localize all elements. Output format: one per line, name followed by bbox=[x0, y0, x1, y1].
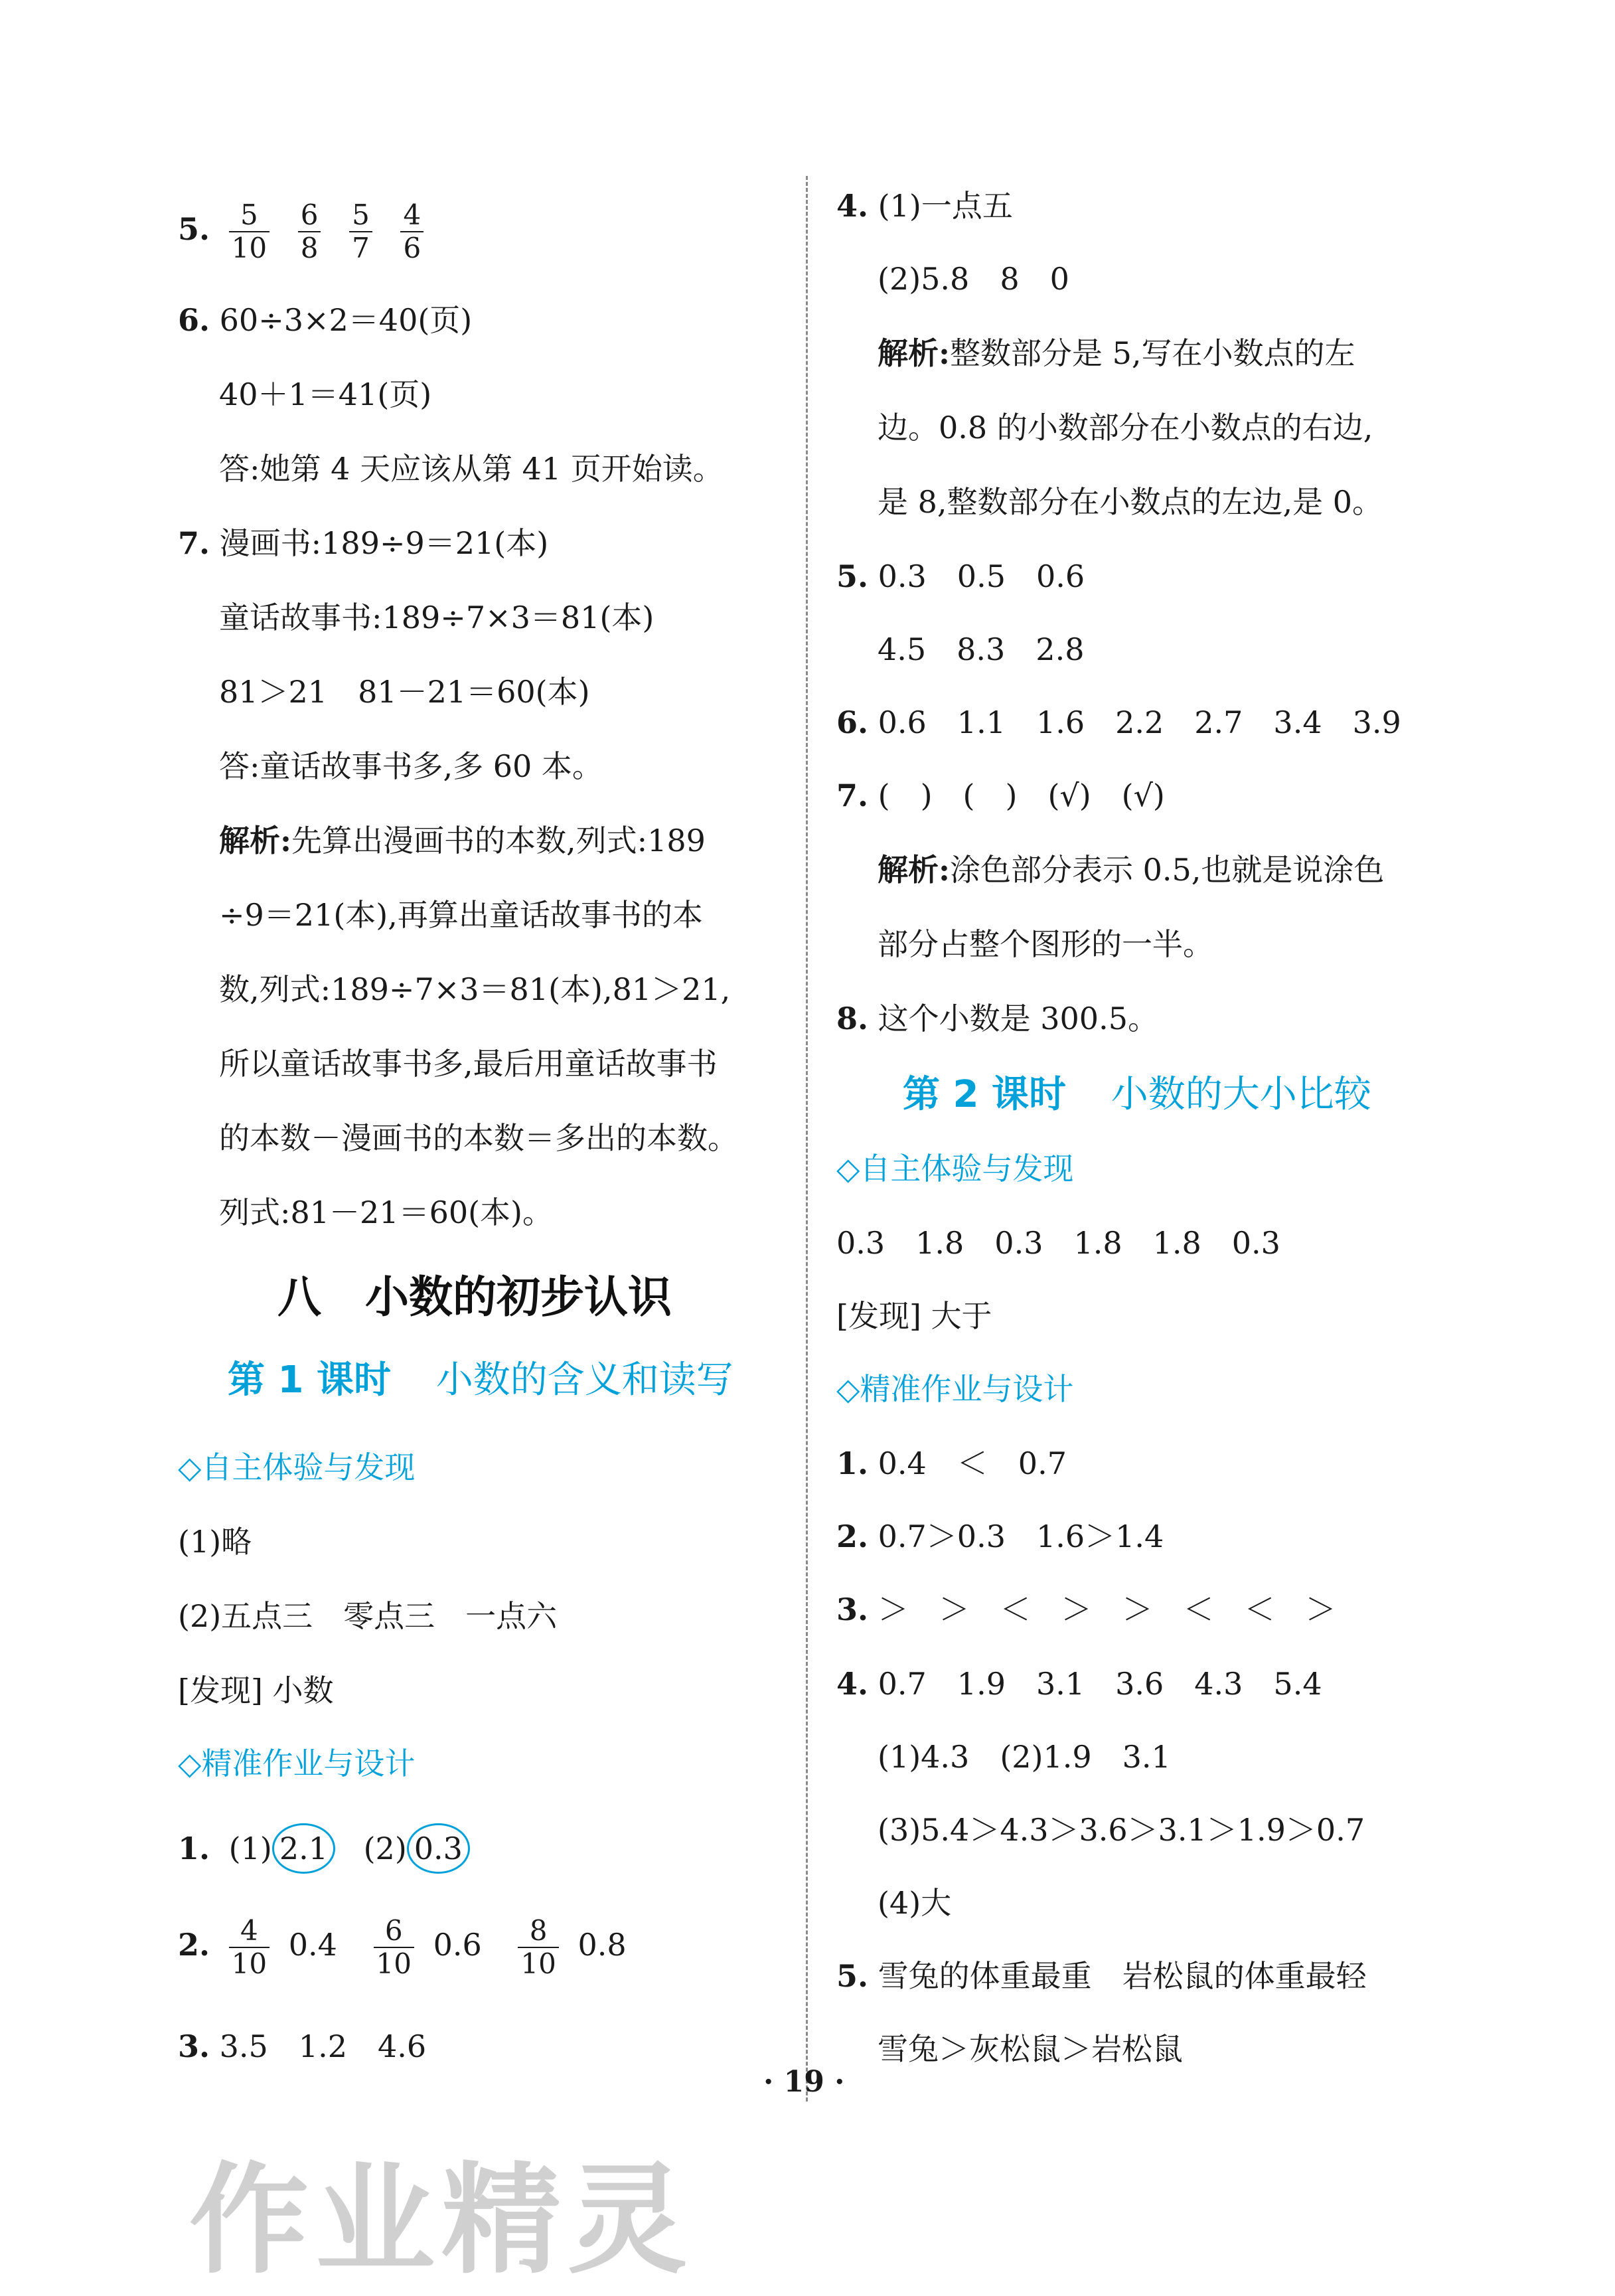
fraction bbox=[349, 199, 372, 264]
answer-6-line-3: 答:她第 4 天应该从第 41 页开始读。 bbox=[219, 451, 724, 487]
explanation-line-1 bbox=[878, 333, 1355, 373]
explanation-line-6: 列式:81－21＝60(本)。 bbox=[219, 1194, 553, 1230]
answer-7-line-3: 81＞21 81－21＝60(本) bbox=[219, 674, 590, 710]
question-number: 5. bbox=[836, 558, 869, 594]
answer-text: 0.3 0.5 0.6 bbox=[878, 558, 1085, 594]
answer-4-line-2: (2)5.8 8 0 bbox=[878, 261, 1069, 297]
denominator: 10 bbox=[520, 1947, 556, 1980]
question-number: 5. bbox=[836, 1958, 869, 1994]
explanation-label: 解析: bbox=[219, 823, 291, 859]
decimal-value: 0.4 bbox=[288, 1927, 337, 1963]
explanation-label: 解析: bbox=[878, 852, 950, 888]
explanation-text: 整数部分是 5,写在小数点的左 bbox=[949, 335, 1355, 371]
answer-4-line-1 bbox=[836, 186, 1013, 226]
section-heading: ◇精准作业与设计 bbox=[178, 1746, 416, 1781]
answer-text: 0.7 1.9 3.1 3.6 4.3 5.4 bbox=[878, 1666, 1322, 1702]
page-number: · 19 · bbox=[763, 2065, 845, 2099]
circled-answer: 0.3 bbox=[407, 1823, 470, 1874]
answer-text: 这个小数是 300.5。 bbox=[878, 1001, 1158, 1036]
denominator: 6 bbox=[403, 232, 422, 264]
answer-4-line-2: (1)4.3 (2)1.9 3.1 bbox=[878, 1739, 1171, 1775]
lesson-name: 小数的含义和读写 bbox=[435, 1358, 733, 1402]
numerator: 5 bbox=[229, 199, 269, 232]
explanation-line-2: ÷9＝21(本),再算出童话故事书的本 bbox=[219, 897, 703, 933]
watermark: 作业精灵 bbox=[189, 2151, 694, 2290]
answer-text: 漫画书:189÷9＝21(本) bbox=[219, 525, 549, 561]
numerator: 5 bbox=[349, 199, 372, 232]
explanation-text: 涂色部分表示 0.5,也就是说涂色 bbox=[949, 852, 1385, 888]
fraction bbox=[229, 199, 269, 264]
answer-3 bbox=[836, 1590, 1336, 1629]
explanation-line-2: 部分占整个图形的一半。 bbox=[878, 926, 1213, 962]
explanation-label: 解析: bbox=[878, 335, 950, 371]
numerator: 6 bbox=[298, 199, 321, 232]
section-heading: ◇自主体验与发现 bbox=[836, 1151, 1074, 1187]
answer-5-line-2: 4.5 8.3 2.8 bbox=[878, 631, 1085, 667]
answer-5-line-1 bbox=[836, 1956, 1367, 1996]
question-number: 4. bbox=[836, 188, 869, 224]
question-number: 2. bbox=[178, 1927, 210, 1963]
section-heading: ◇自主体验与发现 bbox=[178, 1449, 416, 1485]
answer-7-line-2: 童话故事书:189÷7×3＝81(本) bbox=[219, 600, 654, 635]
answer-4-line-3: (3)5.4＞4.3＞3.6＞3.1＞1.9＞0.7 bbox=[878, 1812, 1365, 1848]
denominator: 10 bbox=[231, 1947, 268, 1980]
answer-text: ＞ ＞ ＜ ＞ ＞ ＜ ＜ ＞ bbox=[878, 1592, 1336, 1627]
lesson-title bbox=[228, 1357, 733, 1404]
column-divider bbox=[806, 176, 808, 2101]
fraction bbox=[229, 1915, 269, 1980]
answer-text: 60÷3×2＝40(页) bbox=[219, 302, 473, 338]
answer-1 bbox=[178, 1823, 470, 1874]
answer-text: 0.7＞0.3 1.6＞1.4 bbox=[878, 1518, 1164, 1554]
answer-text: 0.4 ＜ 0.7 bbox=[878, 1445, 1067, 1481]
fraction bbox=[400, 199, 423, 264]
fraction bbox=[518, 1915, 558, 1980]
part-label: (1) bbox=[228, 1831, 272, 1866]
answer-4-line-1 bbox=[836, 1664, 1322, 1704]
answer-text: (1)一点五 bbox=[878, 188, 1013, 224]
answer-1 bbox=[836, 1443, 1067, 1483]
explanation-line-1 bbox=[878, 850, 1384, 890]
answer-5 bbox=[178, 199, 433, 264]
lesson-number: 第 2 课时 bbox=[903, 1073, 1066, 1116]
explanation-line-1 bbox=[219, 821, 706, 861]
denominator: 8 bbox=[300, 232, 319, 264]
lesson-number: 第 1 课时 bbox=[228, 1358, 391, 1402]
answer-text: 0.6 1.1 1.6 2.2 2.7 3.4 3.9 bbox=[878, 704, 1401, 740]
numerator: 8 bbox=[518, 1915, 558, 1948]
question-number: 3. bbox=[836, 1592, 869, 1627]
answer-7-line-4: 答:童话故事书多,多 60 本。 bbox=[219, 748, 603, 784]
question-number: 3. bbox=[178, 2028, 210, 2064]
answer-8 bbox=[836, 999, 1158, 1038]
question-number: 8. bbox=[836, 1001, 869, 1036]
answer-text: ( ) ( ) (√) (√) bbox=[878, 778, 1165, 813]
question-number: 1. bbox=[178, 1831, 210, 1866]
chapter-title: 八 小数的初步认识 bbox=[277, 1271, 672, 1323]
decimal-value: 0.8 bbox=[577, 1927, 627, 1963]
question-number: 5. bbox=[178, 211, 210, 247]
discovery-line: [发现] 大于 bbox=[836, 1298, 992, 1334]
discovery-line: [发现] 小数 bbox=[178, 1673, 334, 1708]
explanation-line-5: 的本数－漫画书的本数＝多出的本数。 bbox=[219, 1120, 738, 1156]
part-label: (2) bbox=[363, 1831, 407, 1866]
answer-7 bbox=[836, 776, 1165, 815]
answer-text: 雪兔的体重最重 岩松鼠的体重最轻 bbox=[878, 1958, 1367, 1994]
fraction bbox=[374, 1915, 414, 1980]
answer-5-line-2: 雪兔＞灰松鼠＞岩松鼠 bbox=[878, 2031, 1183, 2067]
lesson-title bbox=[903, 1072, 1371, 1118]
decimal-value: 0.6 bbox=[433, 1927, 482, 1963]
answer-3 bbox=[178, 2026, 426, 2066]
question-number: 7. bbox=[178, 525, 210, 561]
exploration-line-2: (2)五点三 零点三 一点六 bbox=[178, 1598, 558, 1634]
fraction bbox=[298, 199, 321, 264]
exploration-line-1: (1)略 bbox=[178, 1524, 252, 1560]
circled-answer: 2.1 bbox=[272, 1823, 335, 1874]
exploration-line-1: 0.3 1.8 0.3 1.8 1.8 0.3 bbox=[836, 1225, 1280, 1261]
numerator: 6 bbox=[374, 1915, 414, 1948]
question-number: 2. bbox=[836, 1518, 869, 1554]
answer-text: 3.5 1.2 4.6 bbox=[219, 2028, 427, 2064]
answer-7-line-1 bbox=[178, 523, 548, 563]
explanation-line-4: 所以童话故事书多,最后用童话故事书 bbox=[219, 1046, 718, 1082]
question-number: 4. bbox=[836, 1666, 869, 1702]
explanation-text: 先算出漫画书的本数,列式:189 bbox=[291, 823, 706, 859]
answer-2 bbox=[836, 1517, 1164, 1556]
answer-6 bbox=[836, 702, 1401, 742]
section-heading: ◇精准作业与设计 bbox=[836, 1371, 1074, 1407]
explanation-line-2: 边。0.8 的小数部分在小数点的右边, bbox=[878, 410, 1373, 446]
question-number: 6. bbox=[836, 704, 869, 740]
answer-2 bbox=[178, 1915, 627, 1980]
explanation-line-3: 是 8,整数部分在小数点的左边,是 0。 bbox=[878, 484, 1383, 520]
question-number: 7. bbox=[836, 778, 869, 813]
answer-4-line-4: (4)大 bbox=[878, 1885, 952, 1921]
answer-6-line-2: 40＋1＝41(页) bbox=[219, 376, 432, 412]
answer-6-line-1 bbox=[178, 300, 472, 340]
question-number: 1. bbox=[836, 1445, 869, 1481]
explanation-line-3: 数,列式:189÷7×3＝81(本),81＞21, bbox=[219, 971, 731, 1007]
numerator: 4 bbox=[400, 199, 423, 232]
denominator: 10 bbox=[231, 232, 268, 264]
numerator: 4 bbox=[229, 1915, 269, 1948]
denominator: 7 bbox=[352, 232, 370, 264]
answer-5-line-1 bbox=[836, 556, 1085, 596]
question-number: 6. bbox=[178, 302, 210, 338]
denominator: 10 bbox=[376, 1947, 412, 1980]
lesson-name: 小数的大小比较 bbox=[1111, 1073, 1371, 1116]
